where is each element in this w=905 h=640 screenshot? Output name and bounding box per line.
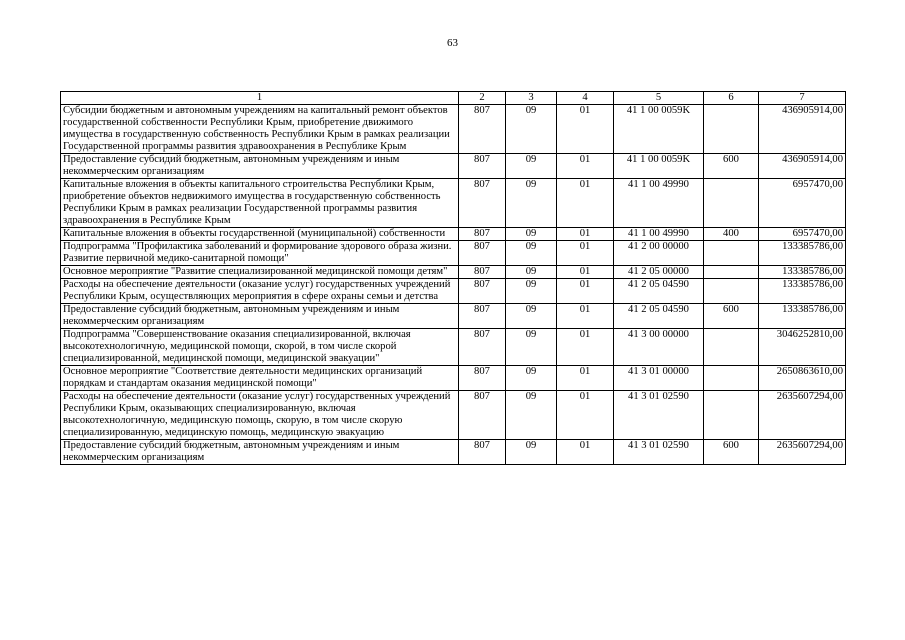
subsection-code-cell: 01 [557, 440, 614, 465]
expense-type-cell [704, 266, 759, 279]
ministry-code-cell: 807 [459, 179, 506, 228]
ministry-code-cell: 807 [459, 440, 506, 465]
row-name-cell: Капитальные вложения в объекты государственной (муниципальной) собственности [61, 228, 459, 241]
ministry-code-cell: 807 [459, 228, 506, 241]
section-code-cell: 09 [506, 241, 557, 266]
row-name-cell: Предоставление субсидий бюджетным, автономным учреждениям и иным некоммерческим организациям [61, 154, 459, 179]
subsection-code-cell: 01 [557, 366, 614, 391]
table-row [61, 154, 846, 179]
table-body [61, 105, 846, 465]
ministry-code-cell: 807 [459, 279, 506, 304]
table-row [61, 105, 846, 154]
target-article-cell: 41 2 05 04590 [614, 304, 704, 329]
ministry-code-cell: 807 [459, 266, 506, 279]
table-row [61, 391, 846, 440]
row-name-cell: Подпрограмма "Совершенствование оказания специализированной, включая высокотехнологичную, медицинской помощи, скорой, в том числе скорой специализированной, медицинской помощи, медицинской эвакуации" [61, 329, 459, 366]
section-code-cell: 09 [506, 266, 557, 279]
ministry-code-cell: 807 [459, 329, 506, 366]
target-article-cell: 41 3 01 02590 [614, 391, 704, 440]
amount-cell: 3046252810,00 [759, 329, 846, 366]
section-code-cell: 09 [506, 329, 557, 366]
subsection-code-cell: 01 [557, 154, 614, 179]
target-article-cell: 41 3 00 00000 [614, 329, 704, 366]
section-code-cell: 09 [506, 154, 557, 179]
row-name-cell: Основное мероприятие "Соответствие деятельности медицинских организаций порядкам и стандартам оказания медицинской помощи" [61, 366, 459, 391]
table-row [61, 179, 846, 228]
table-row [61, 440, 846, 465]
target-article-cell: 41 3 01 00000 [614, 366, 704, 391]
header-row [61, 92, 846, 105]
target-article-cell: 41 3 01 02590 [614, 440, 704, 465]
expense-type-cell [704, 105, 759, 154]
table-row [61, 228, 846, 241]
subsection-code-cell: 01 [557, 241, 614, 266]
amount-cell: 133385786,00 [759, 266, 846, 279]
target-article-cell: 41 1 00 0059K [614, 105, 704, 154]
section-code-cell: 09 [506, 279, 557, 304]
target-article-cell: 41 1 00 49990 [614, 179, 704, 228]
section-code-cell: 09 [506, 440, 557, 465]
expense-type-cell [704, 329, 759, 366]
subsection-code-cell: 01 [557, 266, 614, 279]
amount-cell: 2635607294,00 [759, 391, 846, 440]
row-name-cell: Основное мероприятие "Развитие специализированной медицинской помощи детям" [61, 266, 459, 279]
row-name-cell: Расходы на обеспечение деятельности (оказание услуг) государственных учреждений Республики Крым, оказывающих специализированную, включая высокотехнологичную, медицинскую помощь, скорую, в том числе скорую специализированную, медицинскую помощь, медицинскую эвакуацию [61, 391, 459, 440]
section-code-cell: 09 [506, 105, 557, 154]
ministry-code-cell: 807 [459, 241, 506, 266]
expense-type-cell: 600 [704, 304, 759, 329]
target-article-cell: 41 2 05 00000 [614, 266, 704, 279]
row-name-cell: Субсидии бюджетным и автономным учреждениям на капитальный ремонт объектов государственной собственности Республики Крым, приобретение движимого имущества в государственную собственность Республики Крым в рамках реализации Государственной программы развития здравоохранения в Республике Крым [61, 105, 459, 154]
expense-type-cell: 600 [704, 154, 759, 179]
column-header: 4 [557, 92, 614, 105]
ministry-code-cell: 807 [459, 366, 506, 391]
target-article-cell: 41 2 00 00000 [614, 241, 704, 266]
table-row [61, 241, 846, 266]
target-article-cell: 41 1 00 0059K [614, 154, 704, 179]
ministry-code-cell: 807 [459, 105, 506, 154]
amount-cell: 2635607294,00 [759, 440, 846, 465]
ministry-code-cell: 807 [459, 391, 506, 440]
expense-type-cell [704, 279, 759, 304]
section-code-cell: 09 [506, 179, 557, 228]
section-code-cell: 09 [506, 228, 557, 241]
column-header: 2 [459, 92, 506, 105]
target-article-cell: 41 2 05 04590 [614, 279, 704, 304]
row-name-cell: Подпрограмма "Профилактика заболеваний и формирование здорового образа жизни. Развитие первичной медико-санитарной помощи" [61, 241, 459, 266]
budget-table [60, 91, 846, 465]
row-name-cell: Предоставление субсидий бюджетным, автономным учреждениям и иным некоммерческим организациям [61, 304, 459, 329]
ministry-code-cell: 807 [459, 304, 506, 329]
column-header: 6 [704, 92, 759, 105]
expense-type-cell [704, 241, 759, 266]
amount-cell: 133385786,00 [759, 279, 846, 304]
expense-type-cell [704, 179, 759, 228]
section-code-cell: 09 [506, 304, 557, 329]
ministry-code-cell: 807 [459, 154, 506, 179]
table-row [61, 366, 846, 391]
expense-type-cell [704, 366, 759, 391]
amount-cell: 133385786,00 [759, 304, 846, 329]
expense-type-cell [704, 391, 759, 440]
column-header: 5 [614, 92, 704, 105]
column-header: 7 [759, 92, 846, 105]
amount-cell: 2650863610,00 [759, 366, 846, 391]
table-row [61, 329, 846, 366]
subsection-code-cell: 01 [557, 329, 614, 366]
section-code-cell: 09 [506, 366, 557, 391]
table-row [61, 304, 846, 329]
expense-type-cell: 400 [704, 228, 759, 241]
table-row [61, 279, 846, 304]
page-number: 63 [447, 37, 458, 49]
subsection-code-cell: 01 [557, 304, 614, 329]
section-code-cell: 09 [506, 391, 557, 440]
table-row [61, 266, 846, 279]
amount-cell: 436905914,00 [759, 154, 846, 179]
amount-cell: 6957470,00 [759, 179, 846, 228]
target-article-cell: 41 1 00 49990 [614, 228, 704, 241]
row-name-cell: Предоставление субсидий бюджетным, автономным учреждениям и иным некоммерческим организациям [61, 440, 459, 465]
row-name-cell: Расходы на обеспечение деятельности (оказание услуг) государственных учреждений Республики Крым, осуществляющих мероприятия в сфере охраны семьи и детства [61, 279, 459, 304]
amount-cell: 133385786,00 [759, 241, 846, 266]
subsection-code-cell: 01 [557, 391, 614, 440]
subsection-code-cell: 01 [557, 105, 614, 154]
subsection-code-cell: 01 [557, 279, 614, 304]
expense-type-cell: 600 [704, 440, 759, 465]
amount-cell: 436905914,00 [759, 105, 846, 154]
row-name-cell: Капитальные вложения в объекты капитального строительства Республики Крым, приобретение объектов недвижимого имущества в государственную собственность Республики Крым в рамках реализации Государственной программы развития здравоохранения в Республике Крым [61, 179, 459, 228]
subsection-code-cell: 01 [557, 179, 614, 228]
subsection-code-cell: 01 [557, 228, 614, 241]
column-header: 1 [61, 92, 459, 105]
column-header: 3 [506, 92, 557, 105]
amount-cell: 6957470,00 [759, 228, 846, 241]
